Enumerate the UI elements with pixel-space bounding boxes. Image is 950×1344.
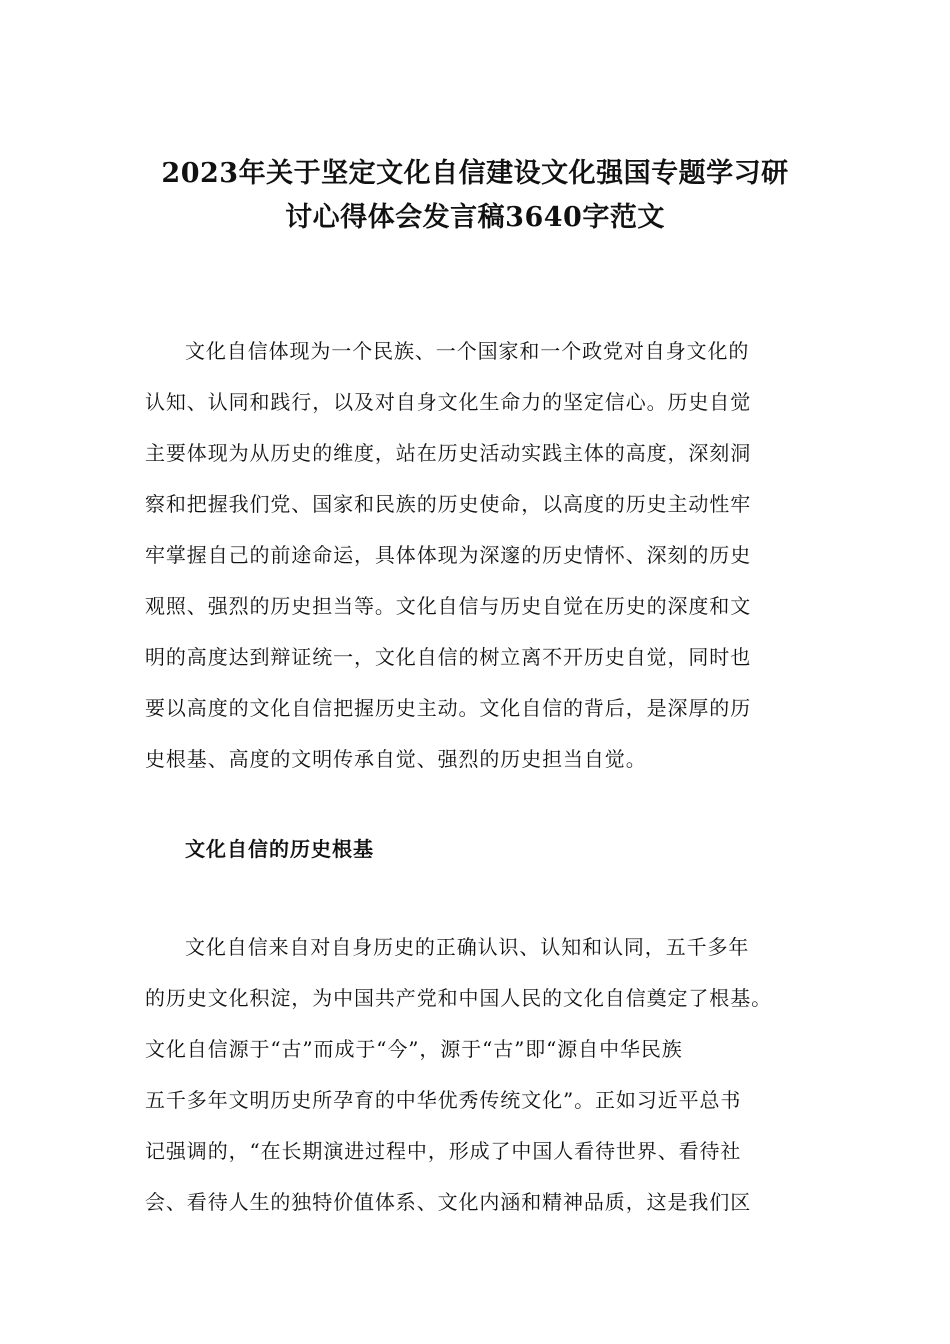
title-line: 2023年关于坚定文化自信建设文化强国专题学习研 [161,158,789,189]
title-line: 讨心得体会发言稿3640字范文 [285,202,665,233]
paragraph-line: 认知、认同和践行，以及对自身文化生命力的坚定信心。历史自觉 [145,390,752,414]
paragraph-line: 五千多年文明历史所孕育的中华优秀传统文化”。正如习近平总书 [145,1088,742,1112]
body-paragraph-intro [145,326,810,785]
paragraph-line: 的历史文化积淀，为中国共产党和中国人民的文化自信奠定了根基。 [145,986,772,1010]
paragraph-line: 史根基、高度的文明传承自觉、强烈的历史担当自觉。 [145,747,647,771]
paragraph-line: 记强调的，“在长期演进过程中，形成了中国人看待世界、看待社 [145,1139,742,1163]
body-paragraph-history [145,922,810,1228]
document-title [110,152,840,240]
paragraph-line: 明的高度达到辩证统一，文化自信的树立离不开历史自觉，同时也 [145,645,752,669]
section-heading: 文化自信的历史根基 [185,837,374,861]
paragraph-line: 会、看待人生的独特价值体系、文化内涵和精神品质，这是我们区 [145,1190,752,1214]
paragraph-line: 文化自信体现为一个民族、一个国家和一个政党对自身文化的 [185,339,750,363]
paragraph-line: 文化自信来自对自身历史的正确认识、认知和认同，五千多年 [185,935,750,959]
paragraph-line: 主要体现为从历史的维度，站在历史活动实践主体的高度，深刻洞 [145,441,752,465]
paragraph-line: 文化自信源于“古”而成于“今”，源于“古”即“源自中华民族 [145,1037,683,1061]
paragraph-line: 观照、强烈的历史担当等。文化自信与历史自觉在历史的深度和文 [145,594,752,618]
paragraph-line: 要以高度的文化自信把握历史主动。文化自信的背后，是深厚的历 [145,696,752,720]
paragraph-line: 牢掌握自己的前途命运，具体体现为深邃的历史情怀、深刻的历史 [145,543,752,567]
paragraph-line: 察和把握我们党、国家和民族的历史使命，以高度的历史主动性牢 [145,492,752,516]
